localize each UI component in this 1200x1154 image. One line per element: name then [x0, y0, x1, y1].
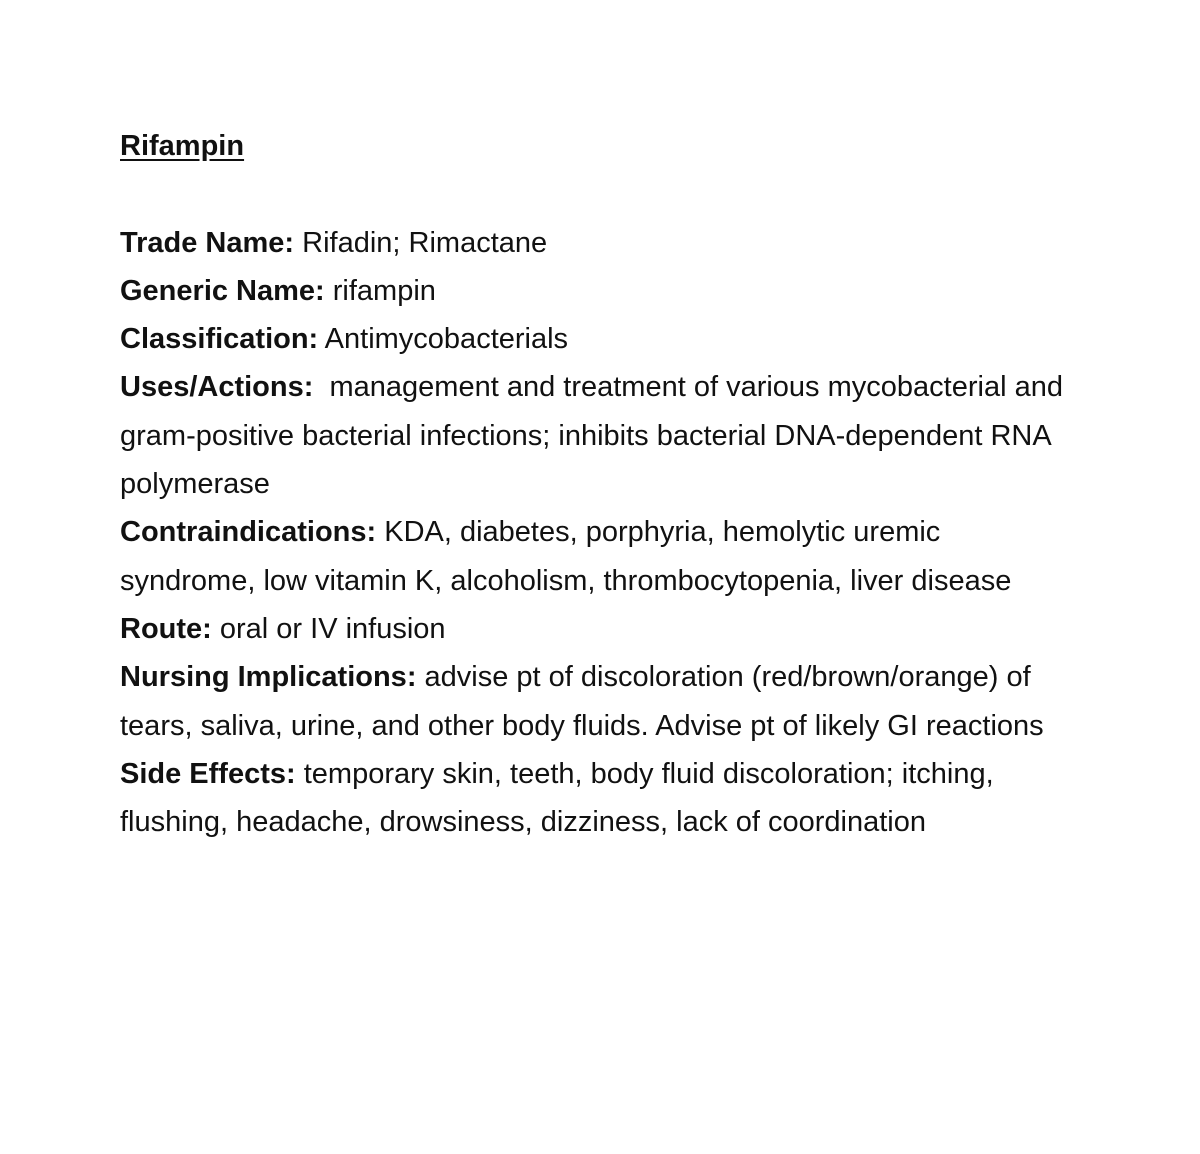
field-value: Rifadin; Rimactane — [294, 226, 548, 259]
field-nursing-implications — [120, 653, 1080, 750]
blank-line — [120, 170, 1080, 218]
field-value: KDA, diabetes, porphyria, hemolytic uremic syndrome, low vitamin K, alcoholism, thrombocytopenia, liver disease — [120, 516, 1012, 597]
field-value: management and treatment of various mycobacterial and gram-positive bacterial infections; inhibits bacterial DNA-dependent RNA polymerase — [120, 371, 1072, 501]
field-label: Classification: — [120, 323, 319, 356]
field-label: Trade Name: — [120, 226, 295, 259]
field-value: advise pt of discoloration (red/brown/orange) of tears, saliva, urine, and other body fluids. Advise pt of likely GI reactions — [120, 661, 1044, 742]
field-value: temporary skin, teeth, body fluid discoloration; itching, flushing, headache, drowsiness, dizziness, lack of coordination — [120, 757, 1002, 839]
field-classification — [120, 315, 1080, 363]
field-label: Uses/Actions: — [120, 371, 314, 404]
field-value: oral or IV infusion — [211, 612, 446, 645]
field-value: rifampin — [324, 274, 436, 307]
field-route — [120, 605, 1080, 653]
field-label: Side Effects: — [120, 757, 296, 790]
field-label: Route: — [120, 612, 212, 645]
field-label: Contraindications: — [120, 516, 377, 549]
field-label: Generic Name: — [120, 274, 325, 307]
field-trade-name — [120, 219, 1080, 267]
field-side-effects — [120, 750, 1080, 847]
document-page — [120, 122, 1080, 846]
field-value: Antimycobacterials — [318, 323, 569, 356]
field-label: Nursing Implications: — [120, 661, 417, 694]
field-contraindications — [120, 508, 1080, 605]
field-uses-actions — [120, 363, 1080, 508]
field-generic-name — [120, 267, 1080, 315]
drug-title: Rifampin — [120, 130, 245, 162]
